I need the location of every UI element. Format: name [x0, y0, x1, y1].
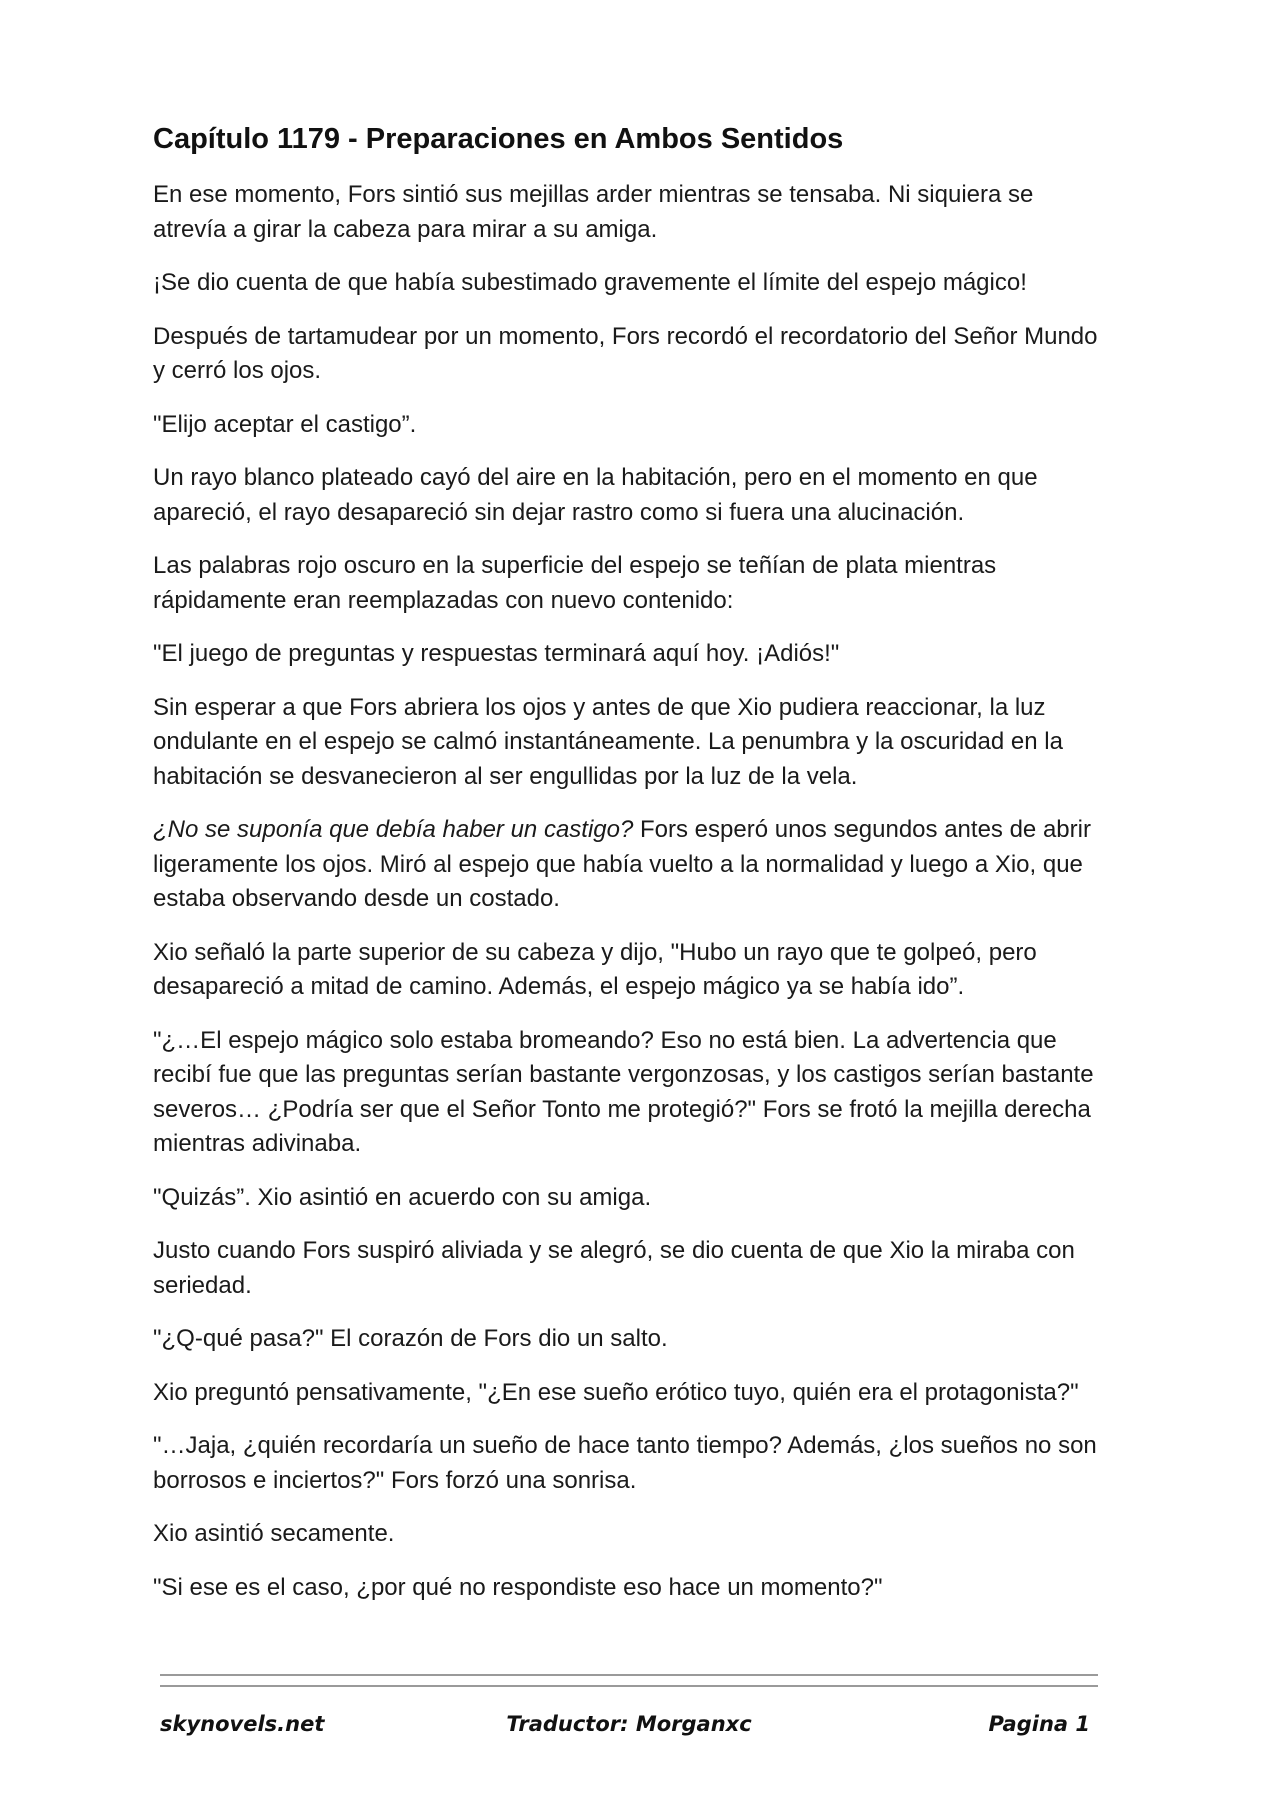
paragraph: Sin esperar a que Fors abriera los ojos y antes de que Xio pudiera reaccionar, la luz ondulante en el espejo se calmó instantáneamente. La penumbra y la oscuridad en la habitación se desvanecieron al ser engullidas por la luz de la vela. — [153, 693, 1063, 790]
paragraph: Las palabras rojo oscuro en la superficie del espejo se teñían de plata mientras rápidamente eran reemplazadas con nuevo contenido: — [153, 552, 997, 614]
paragraph: "Quizás”. Xio asintió en acuerdo con su amiga. — [153, 1183, 652, 1211]
chapter-title: Capítulo 1179 - Preparaciones en Ambos Sentidos — [153, 123, 844, 155]
paragraph: "Si ese es el caso, ¿por qué no respondiste eso hace un momento?" — [153, 1573, 883, 1601]
paragraph: Justo cuando Fors suspiró aliviada y se alegró, se dio cuenta de que Xio la miraba con seriedad. — [153, 1237, 1075, 1299]
paragraph: Xio señaló la parte superior de su cabeza y dijo, "Hubo un rayo que te golpeó, pero desapareció a mitad de camino. Además, el espejo mágico ya se había ido”. — [153, 938, 1037, 1000]
footer-page-number: Pagina 1 — [988, 1712, 1090, 1736]
document-body — [153, 120, 1113, 1624]
paragraph: Xio preguntó pensativamente, "¿En ese sueño erótico tuyo, quién era el protagonista?" — [153, 1378, 1079, 1406]
paragraph: "¿Q-qué pasa?" El corazón de Fors dio un salto. — [153, 1325, 668, 1352]
paragraph: Xio asintió secamente. — [153, 1520, 395, 1547]
paragraph-text: Fors esperó unos segundos antes de abrir ligeramente los ojos. Miró al espejo que había vuelto a la normalidad y luego a Xio, que estaba observando desde un costado. — [153, 816, 1091, 912]
paragraph: "¿…El espejo mágico solo estaba bromeando? Eso no está bien. La advertencia que recibí fue que las preguntas serían bastante vergonzosas, y los castigos serían bastante severos… ¿Podría ser que el Señor Tonto me protegió?" Fors se frotó la mejilla derecha mientras adivinaba. — [153, 1026, 1094, 1157]
paragraph-with-italic-thought — [153, 813, 1113, 917]
footer-translator: Traductor: Morganxc — [506, 1712, 752, 1736]
italic-thought: ¿No se suponía que debía haber un castigo? — [153, 816, 634, 843]
paragraph: Un rayo blanco plateado cayó del aire en la habitación, pero en el momento en que apareció, el rayo desapareció sin dejar rastro como si fuera una alucinación. — [153, 464, 1038, 526]
paragraph: "…Jaja, ¿quién recordaría un sueño de hace tanto tiempo? Además, ¿los sueños no son borrosos e inciertos?" Fors forzó una sonrisa. — [153, 1432, 1097, 1494]
paragraph: Después de tartamudear por un momento, Fors recordó el recordatorio del Señor Mundo y cerró los ojos. — [153, 322, 1098, 384]
footer-divider-bottom — [160, 1685, 1098, 1687]
paragraph: "Elijo aceptar el castigo”. — [153, 410, 417, 438]
paragraph: En ese momento, Fors sintió sus mejillas arder mientras se tensaba. Ni siquiera se atrevía a girar la cabeza para mirar a su amiga. — [153, 181, 1034, 243]
paragraph: "El juego de preguntas y respuestas terminará aquí hoy. ¡Adiós!" — [153, 640, 840, 667]
footer-divider-top — [160, 1674, 1098, 1676]
page-footer — [160, 1712, 1098, 1746]
footer-site: skynovels.net — [160, 1712, 325, 1736]
paragraph: ¡Se dio cuenta de que había subestimado gravemente el límite del espejo mágico! — [153, 269, 1027, 296]
